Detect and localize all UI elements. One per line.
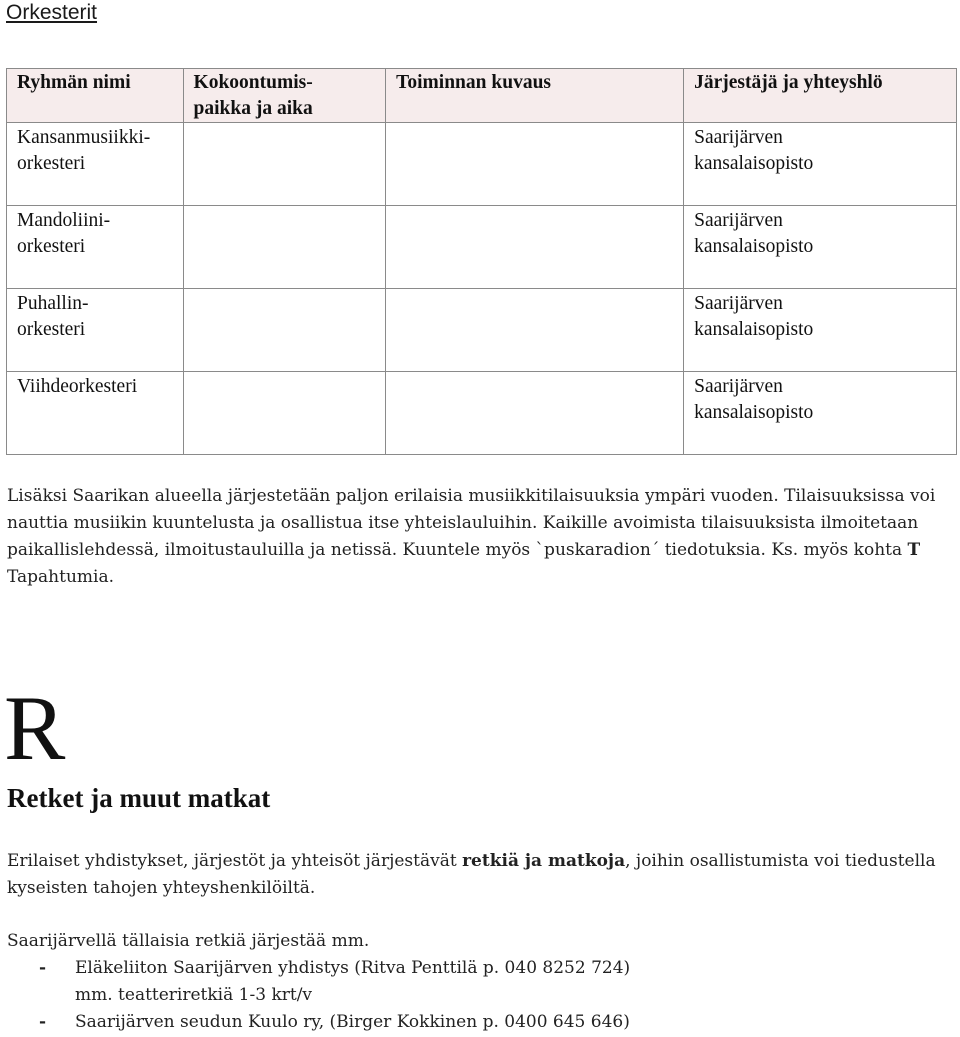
organizer-cell [684, 123, 957, 206]
column-header [7, 69, 184, 123]
organizer-cell [684, 206, 957, 289]
group-name-cell [7, 372, 184, 455]
place-cell [183, 289, 386, 372]
info-paragraph [7, 483, 952, 591]
intro-paragraph [7, 848, 952, 902]
table-header-row [7, 69, 957, 123]
organizer-text: Saarijärven kansalaisopisto [694, 376, 814, 423]
organizer-text: Saarijärven kansalaisopisto [694, 210, 814, 257]
header-label: Järjestäjä ja yhteyshlö [694, 72, 883, 93]
column-header [386, 69, 684, 123]
dash-bullet: - [39, 958, 47, 978]
description-cell [386, 206, 684, 289]
header-label: Kokoontumis- paikka ja aika [193, 72, 313, 119]
table-row [7, 123, 957, 206]
organizer-cell [684, 372, 957, 455]
section-heading: Retket ja muut matkat [7, 783, 271, 813]
table-row [7, 289, 957, 372]
info-text-end: Tapahtumia. [7, 567, 114, 587]
list-item-detail: mm. teatteriretkiä 1-3 krt/v [75, 985, 313, 1005]
intro-text-end: , joihin osallistumista voi tiedustella kyseisten tahojen yhteyshenkilöiltä. [7, 851, 936, 898]
organizer-text: Saarijärven kansalaisopisto [694, 127, 814, 174]
description-cell [386, 372, 684, 455]
table-row [7, 206, 957, 289]
column-header [183, 69, 386, 123]
organizer-text: Saarijärven kansalaisopisto [694, 293, 814, 340]
header-label: Ryhmän nimi [17, 72, 131, 93]
orchestra-table [6, 68, 957, 455]
place-cell [183, 372, 386, 455]
list-item [7, 955, 630, 1009]
description-cell [386, 123, 684, 206]
section-reference: T [907, 540, 921, 560]
column-header [684, 69, 957, 123]
list-item [7, 1009, 630, 1036]
organizer-list [7, 955, 630, 1036]
page-title[interactable]: Orkesterit [6, 1, 98, 24]
organizer-cell [684, 289, 957, 372]
group-name: Mandoliini- orkesteri [17, 210, 111, 257]
list-lead: Saarijärvellä tällaisia retkiä järjestää mm. [7, 931, 370, 951]
group-name-cell [7, 289, 184, 372]
place-cell [183, 123, 386, 206]
group-name: Kansanmusiikki- orkesteri [17, 127, 151, 174]
dash-bullet: - [39, 1012, 47, 1032]
place-cell [183, 206, 386, 289]
description-cell [386, 289, 684, 372]
group-name: Puhallin- orkesteri [17, 293, 89, 340]
group-name-cell [7, 123, 184, 206]
list-item-line: Eläkeliiton Saarijärven yhdistys (Ritva Penttilä p. 040 8252 724) [75, 958, 631, 978]
list-item-line: Saarijärven seudun Kuulo ry, (Birger Kokkinen p. 0400 645 646) [75, 1012, 630, 1032]
header-label: Toiminnan kuvaus [396, 72, 552, 93]
section-letter: R [4, 677, 66, 779]
group-name-cell [7, 206, 184, 289]
intro-emphasis: retkiä ja matkoja [462, 851, 626, 871]
group-name: Viihdeorkesteri [17, 376, 138, 397]
info-text: Lisäksi Saarikan alueella järjestetään paljon erilaisia musiikkitilaisuuksia ympäri vuoden. Tilaisuuksissa voi nauttia musiikin kuuntelusta ja osallistua itse yhteislauluihin. Kaikille avoimista tilaisuuksista ilmoitetaan paikallislehdessä, ilmoitustauluilla ja netissä. Kuuntele myös `puskaradion´ tiedotuksia. Ks. myös kohta [7, 486, 936, 560]
table-row [7, 372, 957, 455]
intro-text: Erilaiset yhdistykset, järjestöt ja yhteisöt järjestävät [7, 851, 463, 871]
